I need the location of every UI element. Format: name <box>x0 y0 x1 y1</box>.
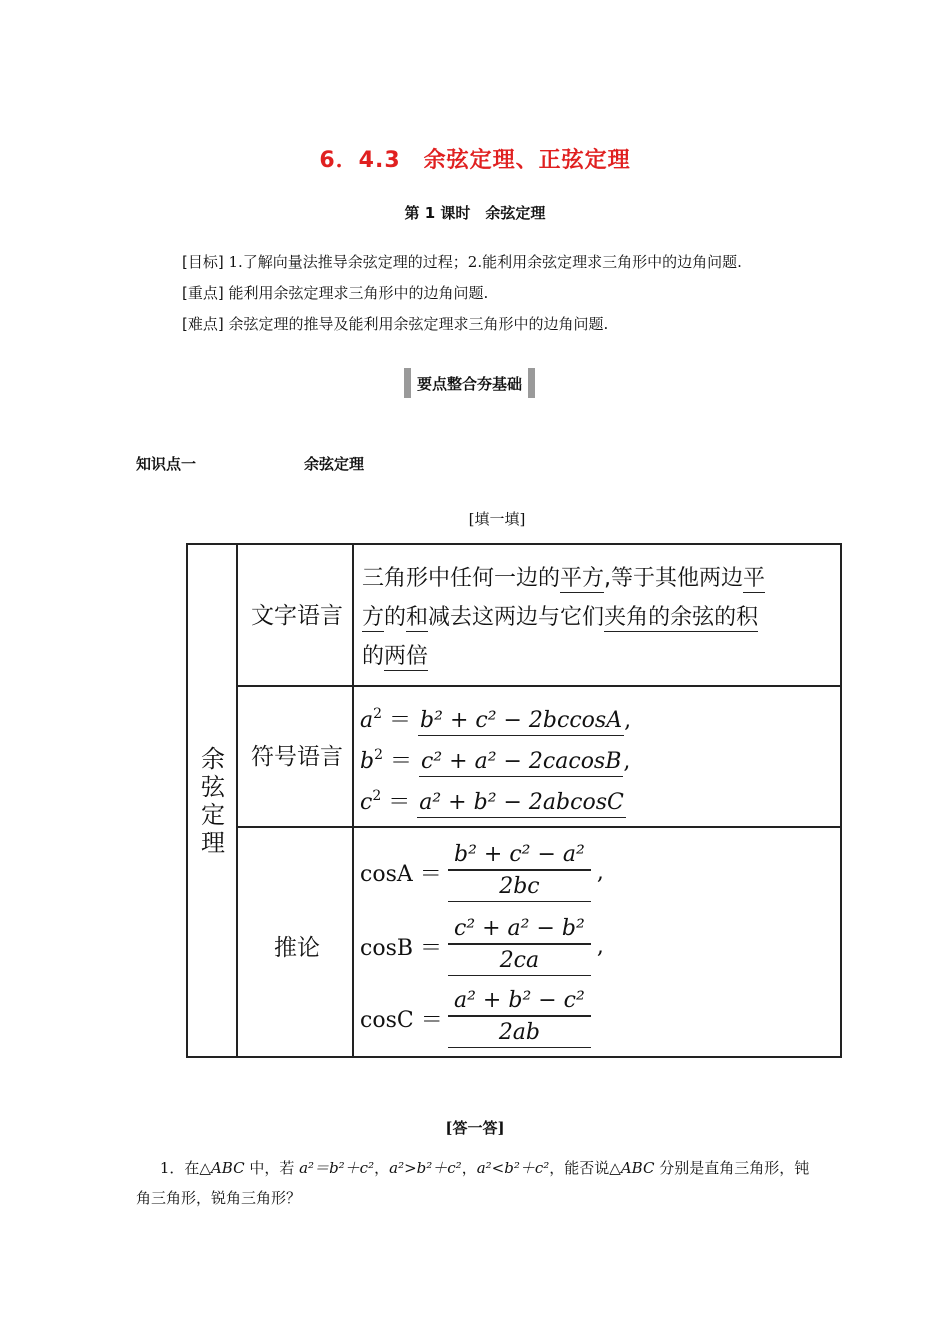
banner-text: 要点整合夯基础 <box>417 374 523 393</box>
answer-blank: 夹角的余弦的积 <box>604 605 759 630</box>
objective-tag: [难点] <box>182 315 224 333</box>
answer-label: [答一答] <box>445 1119 505 1137</box>
lesson-subtitle: 第 1 课时 余弦定理 <box>404 204 546 222</box>
objective-tag: [重点] <box>182 284 224 302</box>
equation-b: $b^2 = c^2 + a^2 - 2cacosB$, <box>360 744 630 775</box>
text-line <box>362 559 838 598</box>
fraction <box>448 988 591 1048</box>
fraction <box>448 842 591 902</box>
main-label-char: 余 <box>201 745 225 773</box>
q-text: ， <box>461 1159 477 1177</box>
objective-key <box>182 283 488 303</box>
main-label-char: 弦 <box>201 773 225 801</box>
equation-c: $c^2 = a^2 + b^2 - 2abcosC$ <box>360 785 626 816</box>
corollary-cosC <box>360 985 597 1051</box>
text-line <box>362 637 838 676</box>
frac-lhs: cosB ＝ <box>360 935 443 961</box>
knowledge-point-name: 余弦定理 <box>304 455 365 473</box>
q-text: ， <box>374 1159 390 1177</box>
text-segment: 的 <box>362 644 385 669</box>
frac-lhs-text: cosC <box>360 1007 414 1033</box>
page-title: 6．4.3 余弦定理、正弦定理 <box>319 148 631 173</box>
row-label-corollary: 推论 <box>274 935 320 961</box>
objective-text: 余弦定理的推导及能利用余弦定理求三角形中的边角问题. <box>223 315 609 333</box>
frac-numerator: a² + b² − c² <box>454 988 585 1014</box>
row-label-symbol-language: 符号语言 <box>251 744 343 770</box>
q-text: 1．在△ <box>159 1159 211 1177</box>
frac-numerator: b² + c² − a² <box>454 842 585 868</box>
objective-text: 1.了解向量法推导余弦定理的过程；2.能利用余弦定理求三角形中的边角问题. <box>223 253 742 271</box>
eq-rhs: c² + a² − 2cacosB <box>419 749 623 777</box>
text-segment: 减去这两边与它们 <box>428 605 605 630</box>
corollary-cosA <box>360 839 604 905</box>
main-label-char: 理 <box>201 829 225 857</box>
text-segment: 的 <box>384 605 407 630</box>
eq-rhs: a² + b² − 2abcosC <box>417 790 626 818</box>
frac-denominator: 2ab <box>448 1017 591 1048</box>
q-math: a²＝b²＋c² <box>299 1159 375 1177</box>
table-divider <box>238 685 840 687</box>
knowledge-point-number: 知识点一 <box>136 455 197 473</box>
corollary-cosB <box>360 913 604 979</box>
answer-blank: 平方 <box>560 566 605 591</box>
objective-tag: [目标] <box>182 253 224 271</box>
q-text: 中，若 <box>244 1159 300 1177</box>
text-segment: ,等于其他两边 <box>604 566 744 591</box>
q-math: ABC <box>620 1159 655 1177</box>
q-text: ，能否说△ <box>549 1159 621 1177</box>
banner-bar-right <box>528 368 535 398</box>
frac-lhs-text: cosA <box>360 861 413 887</box>
equation-a: $a^2 = b^2 + c^2 - 2bccosA$, <box>360 703 631 734</box>
frac-tail: , <box>596 859 604 885</box>
answer-blank: 两倍 <box>384 644 429 669</box>
objective-goal <box>182 252 742 272</box>
objective-difficulty <box>182 314 608 334</box>
frac-denominator: 2bc <box>448 871 591 902</box>
objective-text: 能利用余弦定理求三角形中的边角问题. <box>223 284 489 302</box>
text-language-content <box>362 559 838 676</box>
question-1 <box>136 1153 816 1213</box>
eq-lhs: b <box>360 749 375 774</box>
eq-rhs: b² + c² − 2bccosA <box>418 708 624 736</box>
q-math: a²<b²＋c² <box>476 1159 550 1177</box>
eq-tail: , <box>624 708 632 733</box>
main-label-char: 定 <box>201 801 225 829</box>
answer-blank: 平 <box>743 566 766 591</box>
frac-lhs: cosC ＝ <box>360 1007 443 1033</box>
cosine-law-table <box>186 543 842 1058</box>
text-segment: 三角形中任何一边的 <box>362 566 561 591</box>
answer-blank: 和 <box>406 605 429 630</box>
frac-lhs: cosA ＝ <box>360 861 442 887</box>
eq-lhs: a <box>360 708 374 733</box>
frac-numerator: c² + a² − b² <box>454 916 585 942</box>
frac-tail: , <box>596 933 604 959</box>
banner-bar-left <box>404 368 411 398</box>
fill-in-label: [填一填] <box>468 510 526 528</box>
eq-lhs: c <box>360 790 373 815</box>
section-banner <box>404 368 535 398</box>
row-label-text-language: 文字语言 <box>251 603 343 629</box>
table-main-label <box>188 745 238 857</box>
fraction <box>448 916 591 976</box>
frac-lhs-text: cosB <box>360 935 414 961</box>
q-text: 分别是直角三角形，钝角三角形，锐角三角形？ <box>136 1159 810 1207</box>
q-math: ABC <box>210 1159 245 1177</box>
q-math: a²>b²＋c² <box>389 1159 462 1177</box>
eq-tail: , <box>623 749 631 774</box>
text-line <box>362 598 838 637</box>
table-divider <box>238 826 840 828</box>
answer-blank: 方 <box>362 605 385 630</box>
frac-denominator: 2ca <box>448 945 591 976</box>
